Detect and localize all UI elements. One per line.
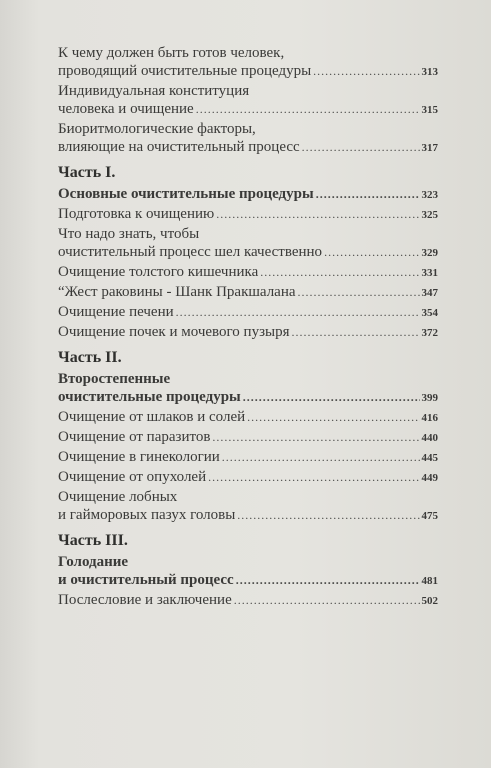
page-number: 325 bbox=[421, 209, 438, 221]
leader-dots bbox=[216, 205, 419, 223]
toc-entry bbox=[58, 205, 438, 224]
page-number: 323 bbox=[421, 189, 438, 201]
toc-entry-text: Второстепенные bbox=[58, 371, 171, 387]
toc-entry-text: человека и очищение bbox=[58, 101, 194, 117]
toc-entry-text: и гайморовых пазух головы bbox=[58, 507, 236, 523]
toc-entry bbox=[58, 303, 438, 322]
toc-entry-text: Очищение от шлаков и солей bbox=[58, 409, 246, 425]
part-heading: Часть III. bbox=[58, 532, 128, 549]
page-number: 502 bbox=[421, 595, 438, 607]
toc-entry-text: очистительный процесс шел качественно bbox=[58, 244, 323, 260]
toc-entry bbox=[58, 553, 438, 590]
toc-entry bbox=[58, 283, 438, 302]
toc-entry bbox=[58, 468, 438, 487]
toc-entry bbox=[58, 44, 438, 81]
toc-entry-text: Очищение печени bbox=[58, 304, 174, 320]
toc-entry-text: Послесловие и заключение bbox=[58, 592, 232, 608]
toc-entry-text: очистительные процедуры bbox=[58, 389, 241, 405]
toc-entry-text: влияющие на очистительный процесс bbox=[58, 139, 300, 155]
toc-entry-text: Очищение в гинекологии bbox=[58, 449, 220, 465]
toc-entry-text: Основные очистительные процедуры bbox=[58, 186, 314, 202]
page-number: 399 bbox=[421, 392, 438, 404]
page-number: 445 bbox=[421, 452, 438, 464]
page-number: 475 bbox=[421, 510, 438, 522]
toc-entry bbox=[58, 591, 438, 610]
leader-dots bbox=[298, 283, 420, 301]
leader-dots bbox=[196, 100, 420, 118]
leader-dots bbox=[291, 323, 419, 341]
page-number: 449 bbox=[421, 472, 438, 484]
leader-dots bbox=[176, 303, 420, 321]
page-number: 372 bbox=[421, 327, 438, 339]
page-number: 481 bbox=[421, 575, 438, 587]
toc-entry bbox=[58, 448, 438, 467]
toc-entry-text: Очищение от опухолей bbox=[58, 469, 207, 485]
leader-dots bbox=[212, 428, 419, 446]
leader-dots bbox=[324, 243, 419, 261]
toc-entry bbox=[58, 488, 438, 525]
toc-entry-text: Очищение толстого кишечника bbox=[58, 264, 259, 280]
toc-entry bbox=[58, 120, 438, 157]
toc-entry-text: “Жест раковины - Шанк Пракшалана bbox=[58, 284, 296, 300]
leader-dots bbox=[260, 263, 419, 281]
toc-entry-text: и очистительный процесс bbox=[58, 572, 234, 588]
page-number: 354 bbox=[421, 307, 438, 319]
leader-dots bbox=[243, 388, 420, 406]
toc-entry bbox=[58, 185, 438, 204]
page-number: 317 bbox=[421, 142, 438, 154]
toc-entry bbox=[58, 263, 438, 282]
toc-entry-text: Что надо знать, чтобы bbox=[58, 226, 200, 242]
toc-entry-text: Голодание bbox=[58, 554, 129, 570]
toc-entry-text: К чему должен быть готов человек, bbox=[58, 45, 285, 61]
toc-entry bbox=[58, 82, 438, 119]
page-number: 331 bbox=[421, 267, 438, 279]
page-number: 347 bbox=[421, 287, 438, 299]
toc-entry-text: Индивидуальная конституция bbox=[58, 83, 250, 99]
page-number: 315 bbox=[421, 104, 438, 116]
toc-entry-text: проводящий очистительные процедуры bbox=[58, 63, 312, 79]
leader-dots bbox=[236, 571, 420, 589]
leader-dots bbox=[237, 506, 419, 524]
toc-entry bbox=[58, 428, 438, 447]
leader-dots bbox=[208, 468, 419, 486]
page-number: 313 bbox=[421, 66, 438, 78]
page-number: 440 bbox=[421, 432, 438, 444]
part-heading: Часть I. bbox=[58, 164, 116, 181]
leader-dots bbox=[316, 185, 420, 203]
leader-dots bbox=[302, 138, 420, 156]
toc-entry-text: Очищение от паразитов bbox=[58, 429, 211, 445]
page-number: 416 bbox=[421, 412, 438, 424]
toc-entry-text: Очищение лобных bbox=[58, 489, 178, 505]
leader-dots bbox=[222, 448, 420, 466]
toc-entry bbox=[58, 323, 438, 342]
toc-entry bbox=[58, 370, 438, 407]
table-of-contents bbox=[58, 44, 438, 610]
toc-entry-text: Очищение почек и мочевого пузыря bbox=[58, 324, 290, 340]
page-number: 329 bbox=[421, 247, 438, 259]
leader-dots bbox=[313, 62, 419, 80]
leader-dots bbox=[234, 591, 420, 609]
part-heading: Часть II. bbox=[58, 349, 122, 366]
leader-dots bbox=[247, 408, 419, 426]
toc-entry bbox=[58, 408, 438, 427]
toc-entry bbox=[58, 225, 438, 262]
toc-entry-text: Подготовка к очищению bbox=[58, 206, 215, 222]
toc-entry-text: Биоритмологические факторы, bbox=[58, 121, 256, 137]
